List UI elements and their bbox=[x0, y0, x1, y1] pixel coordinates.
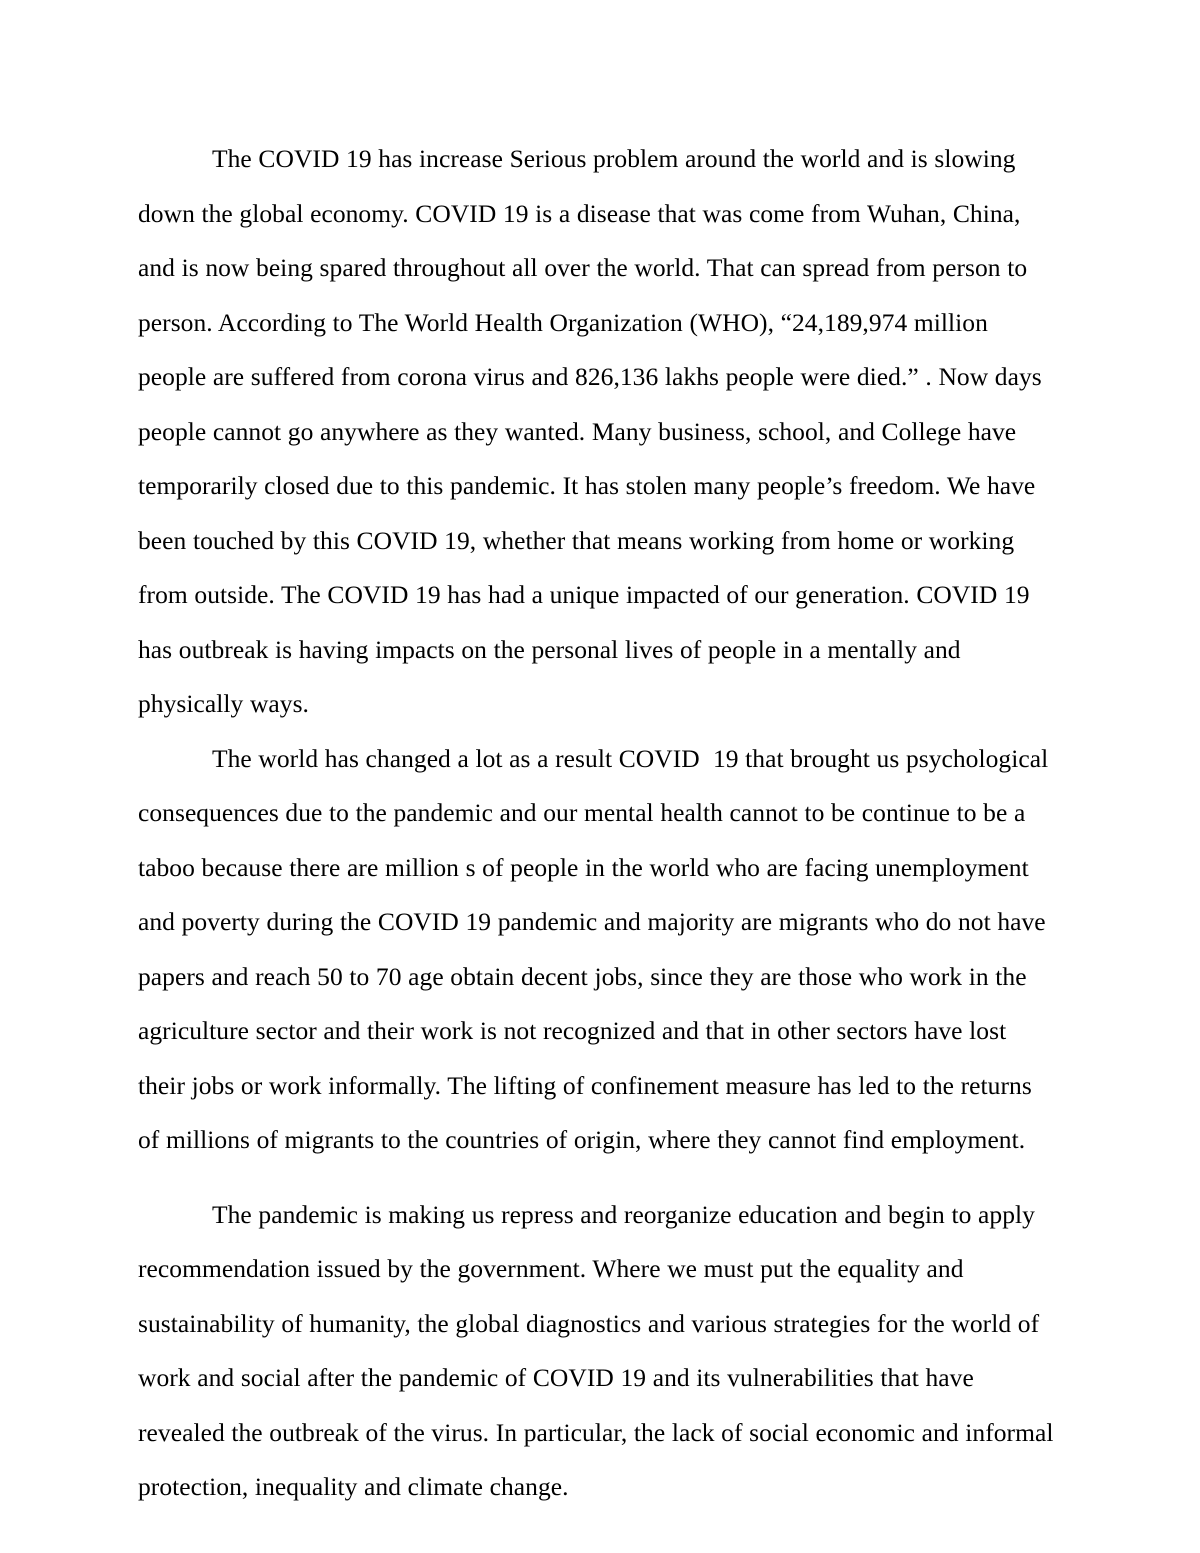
document-body bbox=[138, 132, 1061, 1515]
paragraph-2: The world has changed a lot as a result COVID 19 that brought us psychological consequences due to the pandemic and our mental health cannot to be continue to be a taboo because there are million s of people in the world who are facing unemployment and poverty during the COVID 19 pandemic and majority are migrants who do not have papers and reach 50 to 70 age obtain decent jobs, since they are those who work in the agriculture sector and their work is not recognized and that in other sectors have lost their jobs or work informally. The lifting of confinement measure has led to the returns of millions of migrants to the countries of origin, where they cannot find employment. bbox=[138, 743, 1055, 1154]
paragraph-1: The COVID 19 has increase Serious problem around the world and is slowing down the global economy. COVID 19 is a disease that was come from Wuhan, China, and is now being spared throughout all over the world. That can spread from person to person. According to The World Health Organization (WHO), “24,189,974 million people are suffered from corona virus and 826,136 lakhs people were died.” . Now days people cannot go anywhere as they wanted. Many business, school, and College have temporarily closed due to this pandemic. It has stolen many people’s freedom. We have been touched by this COVID 19, whether that means working from home or working from outside. The COVID 19 has had a unique impacted of our generation. COVID 19 has outbreak is having impacts on the personal lives of people in a mentally and physically ways. bbox=[138, 144, 1049, 718]
paragraph-3: The pandemic is making us repress and reorganize education and begin to apply recommendation issued by the government. Where we must put the equality and sustainability of humanity, the global diagnostics and various strategies for the world of work and social after the pandemic of COVID 19 and its vulnerabilities that have revealed the outbreak of the virus. In particular, the lack of social economic and informal protection, inequality and climate change. bbox=[138, 1199, 1061, 1501]
